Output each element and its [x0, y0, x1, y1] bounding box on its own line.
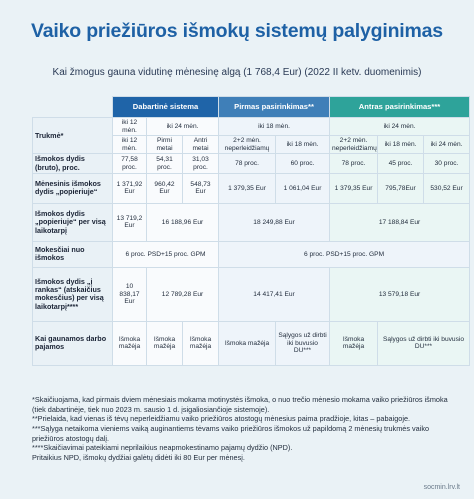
footnote: ***Sąlyga netaikoma vieniems vaiką auginantiems tėvams vaiko priežiūros išmokos už papildomą 2 mėnesių trukmės vaiko priežiūros atostogų dalį.: [32, 423, 430, 443]
page-subtitle: Kai žmogus gauna vidutinę mėnesinę algą (1 768,4 Eur) (2022 II ketv. duomenimis): [52, 67, 422, 78]
cell: 45 proc.: [378, 154, 424, 174]
table-row-popieriuje: [33, 173, 470, 203]
cell: 31,03 proc.: [183, 154, 219, 174]
row-label-mokesciai: Mokesčiai nuo išmokos: [33, 241, 113, 267]
row-label-popieriuje: Mėnesinis išmokos dydis „popieriuje“: [33, 173, 113, 203]
cell: iki 24 mėn.: [330, 118, 470, 136]
cell: Sąlygos už dirbti iki buvusio DU***: [276, 321, 330, 365]
cell: iki 18 mėn.: [276, 136, 330, 154]
footnotes: [32, 395, 452, 462]
table-row-mokesciai: [33, 241, 470, 267]
table-row-laikotarpis: [33, 203, 470, 241]
table-header-row: [33, 97, 470, 118]
footnote: **Prielaida, kad vienas iš tėvų neperleidžiamu vaiko priežiūros atostogų mėnesius paima pradžioje, kitas – pabaigoje.: [32, 414, 411, 424]
cell: 548,73 Eur: [183, 173, 219, 203]
cell: 13 579,18 Eur: [330, 267, 470, 321]
cell: iki 12 mėn.: [113, 136, 147, 154]
page-title: Vaiko priežiūros išmokų sistemų palyginimas: [31, 20, 443, 42]
cell: iki 12 mėn.: [113, 118, 147, 136]
comparison-table: [32, 96, 470, 366]
cell: 6 proc. PSD+15 proc. GPM: [219, 241, 470, 267]
footnote: Pritaikius NPD, išmokų dydžiai galėtų didėti iki 80 Eur per mėnesį.: [32, 452, 245, 462]
cell: 1 061,04 Eur: [276, 173, 330, 203]
cell: 10 838,17 Eur: [113, 267, 147, 321]
cell: iki 18 mėn.: [378, 136, 424, 154]
cell: 960,42 Eur: [147, 173, 183, 203]
header-first-option: Pirmas pasirinkimas**: [219, 97, 330, 118]
header-empty: [33, 97, 113, 118]
cell: Sąlygos už dirbti iki buvusio DU***: [378, 321, 470, 365]
cell: Išmoka mažėja: [113, 321, 147, 365]
row-label-i-rankas: Išmokos dydis „į rankas“ (atskaičius mokesčius) per visą laikotarpį****: [33, 267, 113, 321]
cell: iki 18 mėn.: [219, 118, 330, 136]
cell: Išmoka mažėja: [183, 321, 219, 365]
cell: Pirmi metai: [147, 136, 183, 154]
cell: 16 188,96 Eur: [147, 203, 219, 241]
cell: 1 379,35 Eur: [219, 173, 276, 203]
cell: 30 proc.: [424, 154, 470, 174]
row-label-laikotarpis: Išmokos dydis „popieriuje“ per visą laikotarpį: [33, 203, 113, 241]
cell: 14 417,41 Eur: [219, 267, 330, 321]
table-row-bruto: [33, 154, 470, 174]
cell: 530,52 Eur: [424, 173, 470, 203]
cell: 18 249,88 Eur: [219, 203, 330, 241]
cell: 13 719,2 Eur: [113, 203, 147, 241]
cell: 78 proc.: [219, 154, 276, 174]
cell: Išmoka mažėja: [219, 321, 276, 365]
cell: 6 proc. PSD+15 proc. GPM: [113, 241, 219, 267]
cell: 77,58 proc.: [113, 154, 147, 174]
cell: 12 789,28 Eur: [147, 267, 219, 321]
table-row-darbo-pajamos: [33, 321, 470, 365]
footnote: ****Skaičiavimai pateikiami neprilaikius neapmokestinamo pajamų dydžio (NPD).: [32, 443, 293, 453]
cell: 795,78Eur: [378, 173, 424, 203]
cell: 60 proc.: [276, 154, 330, 174]
cell: 2+2 mėn. neperleidžiamų: [219, 136, 276, 154]
cell: 1 379,35 Eur: [330, 173, 378, 203]
source-label: socmin.lrv.lt: [423, 484, 460, 491]
cell: Išmoka mažėja: [147, 321, 183, 365]
row-label-darbo-pajamos: Kai gaunamos darbo pajamos: [33, 321, 113, 365]
table-row-i-rankas: [33, 267, 470, 321]
cell: Išmoka mažėja: [330, 321, 378, 365]
cell: 78 proc.: [330, 154, 378, 174]
cell: 17 188,84 Eur: [330, 203, 470, 241]
row-label-trukme: Trukmė*: [33, 118, 113, 154]
cell: 2+2 mėn. neperleidžiamų: [330, 136, 378, 154]
cell: 54,31 proc.: [147, 154, 183, 174]
cell: Antri metai: [183, 136, 219, 154]
table-row-trukme: [33, 118, 470, 136]
header-current-system: Dabartinė sistema: [113, 97, 219, 118]
cell: 1 371,92 Eur: [113, 173, 147, 203]
cell: iki 24 mėn.: [147, 118, 219, 136]
cell: iki 24 mėn.: [424, 136, 470, 154]
footnote: *Skaičiuojama, kad pirmais dviem mėnesiais mokama motinystės išmoka, o nuo trečio mėnesio mokama vaiko priežiūros išmoka (tiek dabartinėje, tiek nuo 2023 m. sausio 1 d. įsigaliosiančioje sistemoje).: [32, 395, 448, 414]
row-label-bruto: Išmokos dydis (bruto), proc.: [33, 154, 113, 174]
header-second-option: Antras pasirinkimas***: [330, 97, 470, 118]
